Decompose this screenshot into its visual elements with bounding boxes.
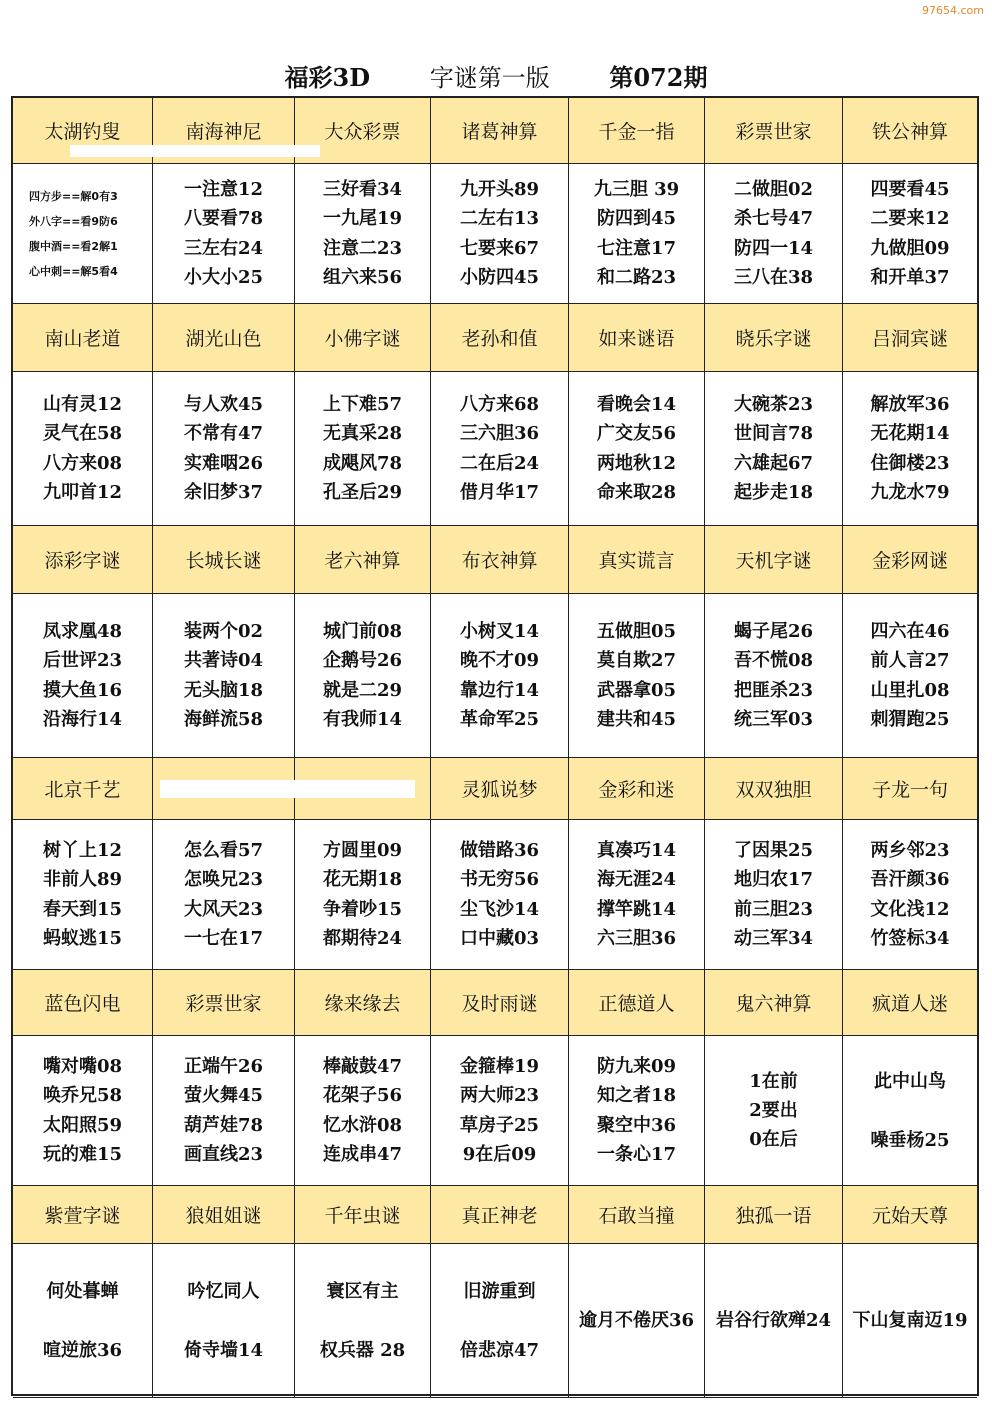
watermark: 97654.com (922, 4, 984, 17)
riddle-line: 武器拿05 (596, 679, 677, 701)
riddle-cell (569, 1036, 705, 1186)
content-row (13, 1036, 977, 1186)
riddle-line: 连成串47 (322, 1144, 403, 1165)
riddle-line: 外八字==看9防6 (29, 214, 118, 228)
riddle-line: 此中山鸟 (874, 1070, 946, 1092)
riddle-line: 棒敲鼓47 (322, 1055, 403, 1077)
riddle-line: 杀七号47 (733, 208, 814, 229)
riddle-line: 都期待24 (322, 928, 403, 949)
riddle-cell (153, 372, 295, 526)
column-title: 正德道人 (569, 970, 705, 1036)
column-title: 千金一指 (569, 98, 705, 164)
riddle-cell (705, 1036, 843, 1186)
riddle-line: 尘飞沙14 (459, 898, 540, 920)
riddle-cell (431, 164, 569, 304)
riddle-line: 葫芦娃78 (183, 1114, 264, 1136)
riddle-cell (705, 594, 843, 758)
riddle-cell (295, 1244, 431, 1398)
riddle-cell (843, 820, 977, 970)
column-title: 及时雨谜 (431, 970, 569, 1036)
riddle-line: 城门前08 (322, 620, 403, 642)
riddle-line: 世间言78 (733, 423, 814, 444)
riddle-cell (705, 1244, 843, 1398)
riddle-line: 非前人89 (42, 869, 123, 890)
riddle-line: 装两个02 (183, 620, 264, 642)
riddle-line: 凤求凰48 (42, 620, 123, 642)
riddle-line: 无花期14 (870, 423, 950, 444)
riddle-line: 小大小25 (183, 267, 264, 288)
riddle-cell (13, 1036, 153, 1186)
lottery-name: 福彩3D (284, 63, 371, 92)
redaction-strip (70, 145, 320, 157)
riddle-line: 广交友56 (596, 423, 677, 444)
riddle-cell (705, 164, 843, 304)
riddle-line: 共著诗04 (183, 650, 264, 671)
riddle-line: 倚寺墙14 (183, 1339, 264, 1361)
riddle-cell (153, 164, 295, 304)
riddle-line: 九三胆 39 (593, 178, 680, 200)
riddle-line: 两乡邻23 (870, 839, 950, 861)
riddle-line: 上下难57 (322, 393, 403, 415)
riddle-line: 前人言27 (870, 650, 950, 671)
column-title: 灵狐说梦 (431, 758, 569, 820)
riddle-line: 后世评23 (42, 650, 123, 671)
column-title: 缘来缘去 (295, 970, 431, 1036)
riddle-line: 萤火舞45 (183, 1085, 264, 1106)
riddle-cell (705, 372, 843, 526)
riddle-line: 一条心17 (596, 1144, 677, 1165)
riddle-line: 海鲜流58 (183, 709, 264, 730)
riddle-line: 地归农17 (733, 869, 814, 890)
riddle-line: 三六胆36 (459, 423, 540, 444)
riddle-line: 有我师14 (322, 709, 403, 730)
riddle-cell (431, 1036, 569, 1186)
riddle-line: 沿海行14 (42, 709, 123, 730)
riddle-line: 喧逆旅36 (42, 1339, 123, 1361)
column-title: 布衣神算 (431, 526, 569, 594)
column-title: 真正神老 (431, 1186, 569, 1244)
riddle-line: 与人欢45 (183, 393, 264, 415)
riddle-line: 实难咽26 (183, 452, 264, 474)
column-title: 子龙一句 (843, 758, 977, 820)
riddle-cell (13, 1244, 153, 1398)
riddle-line: 注意二23 (322, 237, 403, 259)
header-row (13, 970, 977, 1036)
riddle-cell (431, 594, 569, 758)
riddle-line: 防四到45 (596, 208, 677, 229)
column-title: 如来谜语 (569, 304, 705, 372)
column-title: 吕洞宾谜 (843, 304, 977, 372)
riddle-line: 三八在38 (733, 267, 814, 288)
riddle-table (11, 96, 979, 1396)
riddle-cell (843, 1036, 977, 1186)
riddle-line: 玩的难15 (42, 1144, 123, 1165)
riddle-line: 方圆里09 (322, 839, 403, 861)
riddle-line: 把匪杀23 (733, 679, 814, 701)
riddle-cell (153, 594, 295, 758)
riddle-cell (569, 820, 705, 970)
riddle-line: 九做胆09 (870, 237, 950, 259)
riddle-cell (295, 820, 431, 970)
riddle-line: 四六在46 (870, 620, 950, 642)
column-title: 彩票世家 (153, 970, 295, 1036)
riddle-line: 不常有47 (183, 423, 264, 444)
column-title: 疯道人迷 (843, 970, 977, 1036)
header-row (13, 304, 977, 372)
riddle-cell (843, 594, 977, 758)
riddle-line: 八要看78 (183, 208, 264, 229)
riddle-line: 口中藏03 (459, 928, 540, 949)
riddle-line: 组六来56 (322, 267, 403, 288)
riddle-line: 下山复南迈19 (852, 1310, 968, 1331)
header-row (13, 526, 977, 594)
riddle-line: 大风天23 (183, 898, 264, 920)
column-title: 老六神算 (295, 526, 431, 594)
riddle-line: 动三军34 (733, 928, 814, 949)
column-title: 长城长谜 (153, 526, 295, 594)
riddle-line: 四方步==解0有3 (29, 189, 118, 203)
riddle-line: 三好看34 (322, 178, 403, 200)
riddle-line: 解放军36 (870, 393, 950, 415)
riddle-line: 和二路23 (596, 267, 677, 288)
riddle-line: 真凑巧14 (596, 839, 677, 861)
riddle-line: 大碗茶23 (733, 393, 814, 415)
riddle-cell (569, 372, 705, 526)
riddle-line: 9在后09 (462, 1144, 537, 1165)
riddle-line: 权兵器 28 (319, 1339, 406, 1361)
column-title: 狼姐姐谜 (153, 1186, 295, 1244)
column-title: 石敢当撞 (569, 1186, 705, 1244)
header-row (13, 758, 977, 820)
riddle-line: 就是二29 (322, 679, 403, 701)
header-row (13, 1186, 977, 1244)
riddle-line: 正端午26 (183, 1055, 264, 1077)
riddle-line: 小防四45 (459, 267, 540, 288)
riddle-line: 防四一14 (733, 237, 814, 259)
column-title: 南海神尼 (153, 98, 295, 164)
riddle-cell (705, 820, 843, 970)
riddle-cell (569, 1244, 705, 1398)
column-title: 南山老道 (13, 304, 153, 372)
column-title: 铁公神算 (843, 98, 977, 164)
riddle-cell (153, 1244, 295, 1398)
riddle-cell (569, 594, 705, 758)
riddle-line: 文化浅12 (870, 898, 950, 920)
riddle-line: 花架子56 (322, 1085, 403, 1106)
riddle-line: 蚂蚁逃15 (42, 928, 123, 949)
riddle-line: 一九尾19 (322, 208, 403, 229)
riddle-line: 何处暮蝉 (46, 1280, 119, 1302)
riddle-line: 七注意17 (596, 237, 677, 259)
column-title: 元始天尊 (843, 1186, 977, 1244)
column-title: 天机字谜 (705, 526, 843, 594)
column-title: 千年虫谜 (295, 1186, 431, 1244)
riddle-cell (843, 164, 977, 304)
riddle-line: 两地秋12 (596, 452, 677, 474)
content-row (13, 164, 977, 304)
riddle-cell (843, 1244, 977, 1398)
riddle-line: 八方来68 (459, 393, 540, 415)
riddle-line: 草房子25 (459, 1114, 540, 1136)
content-row (13, 1244, 977, 1398)
riddle-line: 金箍棒19 (459, 1055, 540, 1077)
riddle-cell (431, 1244, 569, 1398)
riddle-line: 无头脑18 (183, 679, 264, 701)
riddle-line: 二左右13 (459, 208, 540, 229)
riddle-line: 一注意12 (183, 178, 264, 200)
riddle-line: 2要出 (749, 1100, 798, 1121)
riddle-line: 借月华17 (459, 482, 540, 503)
riddle-line: 怎么看57 (183, 839, 264, 861)
riddle-line: 九龙水79 (870, 482, 950, 503)
riddle-line: 三左右24 (183, 237, 264, 259)
riddle-line: 树丫上12 (42, 839, 123, 861)
riddle-line: 莫自欺27 (596, 650, 677, 671)
riddle-line: 六雄起67 (733, 452, 814, 474)
riddle-line: 二做胆02 (733, 178, 814, 200)
riddle-line: 山有灵12 (42, 393, 123, 415)
riddle-line: 孔圣后29 (322, 482, 403, 503)
riddle-cell (13, 820, 153, 970)
riddle-line: 摸大鱼16 (42, 679, 123, 701)
riddle-line: 命来取28 (596, 482, 677, 503)
column-title: 金彩和迷 (569, 758, 705, 820)
riddle-line: 防九来09 (596, 1055, 677, 1077)
riddle-line: 海无涯24 (596, 869, 677, 890)
riddle-line: 余旧梦37 (183, 482, 264, 503)
riddle-line: 怎唤兄23 (183, 869, 264, 890)
riddle-line: 画直线23 (183, 1144, 264, 1165)
riddle-line: 吟忆同人 (187, 1280, 260, 1302)
riddle-line: 起步走18 (733, 482, 814, 503)
riddle-line: 书无穷56 (459, 869, 540, 890)
riddle-line: 了因果25 (733, 839, 814, 861)
riddle-line: 嘴对嘴08 (42, 1055, 123, 1077)
riddle-line: 统三军03 (733, 709, 814, 730)
riddle-line: 忆水浒08 (322, 1114, 403, 1136)
riddle-line: 住御楼23 (870, 452, 950, 474)
riddle-line: 五做胆05 (596, 620, 677, 642)
riddle-cell (295, 1036, 431, 1186)
riddle-cell (843, 372, 977, 526)
riddle-line: 九开头89 (459, 178, 540, 200)
riddle-line: 靠边行14 (459, 679, 540, 701)
riddle-line: 噪垂杨25 (870, 1129, 950, 1151)
riddle-line: 建共和45 (596, 709, 677, 730)
riddle-cell (13, 594, 153, 758)
riddle-line: 六三胆36 (596, 928, 677, 949)
riddle-cell (295, 594, 431, 758)
column-title: 鬼六神算 (705, 970, 843, 1036)
column-title: 金彩网谜 (843, 526, 977, 594)
riddle-line: 刺猬跑25 (870, 709, 950, 730)
riddle-cell (295, 164, 431, 304)
column-title: 太湖钓叟 (13, 98, 153, 164)
column-title: 大众彩票 (295, 98, 431, 164)
column-title: 湖光山色 (153, 304, 295, 372)
column-title: 小佛字谜 (295, 304, 431, 372)
edition-name: 字谜第一版 (429, 64, 550, 92)
riddle-line: 太阳照59 (42, 1114, 123, 1136)
column-title: 晓乐字谜 (705, 304, 843, 372)
riddle-line: 竹签标34 (870, 928, 950, 949)
riddle-line: 春天到15 (42, 898, 123, 920)
riddle-line: 晚不才09 (459, 650, 540, 671)
riddle-cell (13, 372, 153, 526)
column-title: 彩票世家 (705, 98, 843, 164)
riddle-line: 吾不慌08 (733, 650, 814, 671)
riddle-line: 看晚会14 (596, 393, 677, 415)
riddle-line: 二在后24 (459, 452, 540, 474)
riddle-line: 灵气在58 (42, 423, 123, 444)
riddle-line: 革命军25 (459, 709, 540, 730)
riddle-line: 唤乔兄58 (42, 1085, 123, 1106)
riddle-cell (431, 372, 569, 526)
column-title: 独孤一语 (705, 1186, 843, 1244)
riddle-line: 花无期18 (322, 869, 403, 890)
riddle-cell (569, 164, 705, 304)
riddle-line: 蝎子尾26 (733, 620, 814, 642)
riddle-line: 逾月不倦厌36 (578, 1310, 695, 1331)
riddle-line: 山里扎08 (870, 679, 950, 701)
redaction-strip (160, 780, 415, 798)
riddle-line: 1在前 (749, 1071, 798, 1092)
riddle-line: 企鹅号26 (322, 650, 403, 671)
content-row (13, 594, 977, 758)
column-title: 紫萱字谜 (13, 1186, 153, 1244)
page-title (0, 58, 992, 93)
riddle-line: 一七在17 (183, 928, 264, 949)
column-title: 蓝色闪电 (13, 970, 153, 1036)
riddle-cell (153, 1036, 295, 1186)
riddle-cell (295, 372, 431, 526)
riddle-line: 旧游重到 (463, 1280, 536, 1302)
riddle-line: 0在后 (749, 1129, 798, 1150)
content-row (13, 820, 977, 970)
issue-number: 第072期 (609, 63, 708, 92)
riddle-line: 八方来08 (42, 452, 123, 474)
column-title: 添彩字谜 (13, 526, 153, 594)
riddle-line: 倍悲凉47 (459, 1339, 540, 1361)
riddle-cell (431, 820, 569, 970)
riddle-line: 小树叉14 (459, 620, 540, 642)
column-title: 真实谎言 (569, 526, 705, 594)
riddle-line: 和开单37 (870, 267, 950, 288)
riddle-line: 七要来67 (459, 237, 540, 259)
riddle-line: 无真采28 (322, 423, 403, 444)
riddle-cell (153, 820, 295, 970)
riddle-line: 四要看45 (870, 178, 950, 200)
riddle-line: 寰区有主 (326, 1280, 399, 1302)
riddle-line: 撑竿跳14 (596, 898, 677, 920)
riddle-line: 前三胆23 (733, 898, 814, 920)
riddle-cell (13, 164, 153, 304)
riddle-line: 做错路36 (459, 839, 540, 861)
riddle-line: 心中刺==解5看4 (29, 264, 118, 278)
riddle-line: 成飓风78 (322, 452, 403, 474)
riddle-line: 九叩首12 (42, 482, 123, 503)
column-title: 北京千艺 (13, 758, 153, 820)
column-title: 诸葛神算 (431, 98, 569, 164)
riddle-line: 知之者18 (596, 1085, 677, 1106)
riddle-line: 两大师23 (459, 1085, 540, 1106)
riddle-line: 吾汗颜36 (870, 869, 950, 890)
riddle-line: 腹中酒==看2解1 (29, 239, 118, 253)
riddle-line: 二要来12 (870, 208, 950, 229)
riddle-line: 聚空中36 (596, 1114, 677, 1136)
column-title: 老孙和值 (431, 304, 569, 372)
content-row (13, 372, 977, 526)
riddle-line: 争着吵15 (322, 898, 403, 920)
riddle-line: 岩谷行欲殚24 (715, 1310, 832, 1331)
column-title: 双双独胆 (705, 758, 843, 820)
